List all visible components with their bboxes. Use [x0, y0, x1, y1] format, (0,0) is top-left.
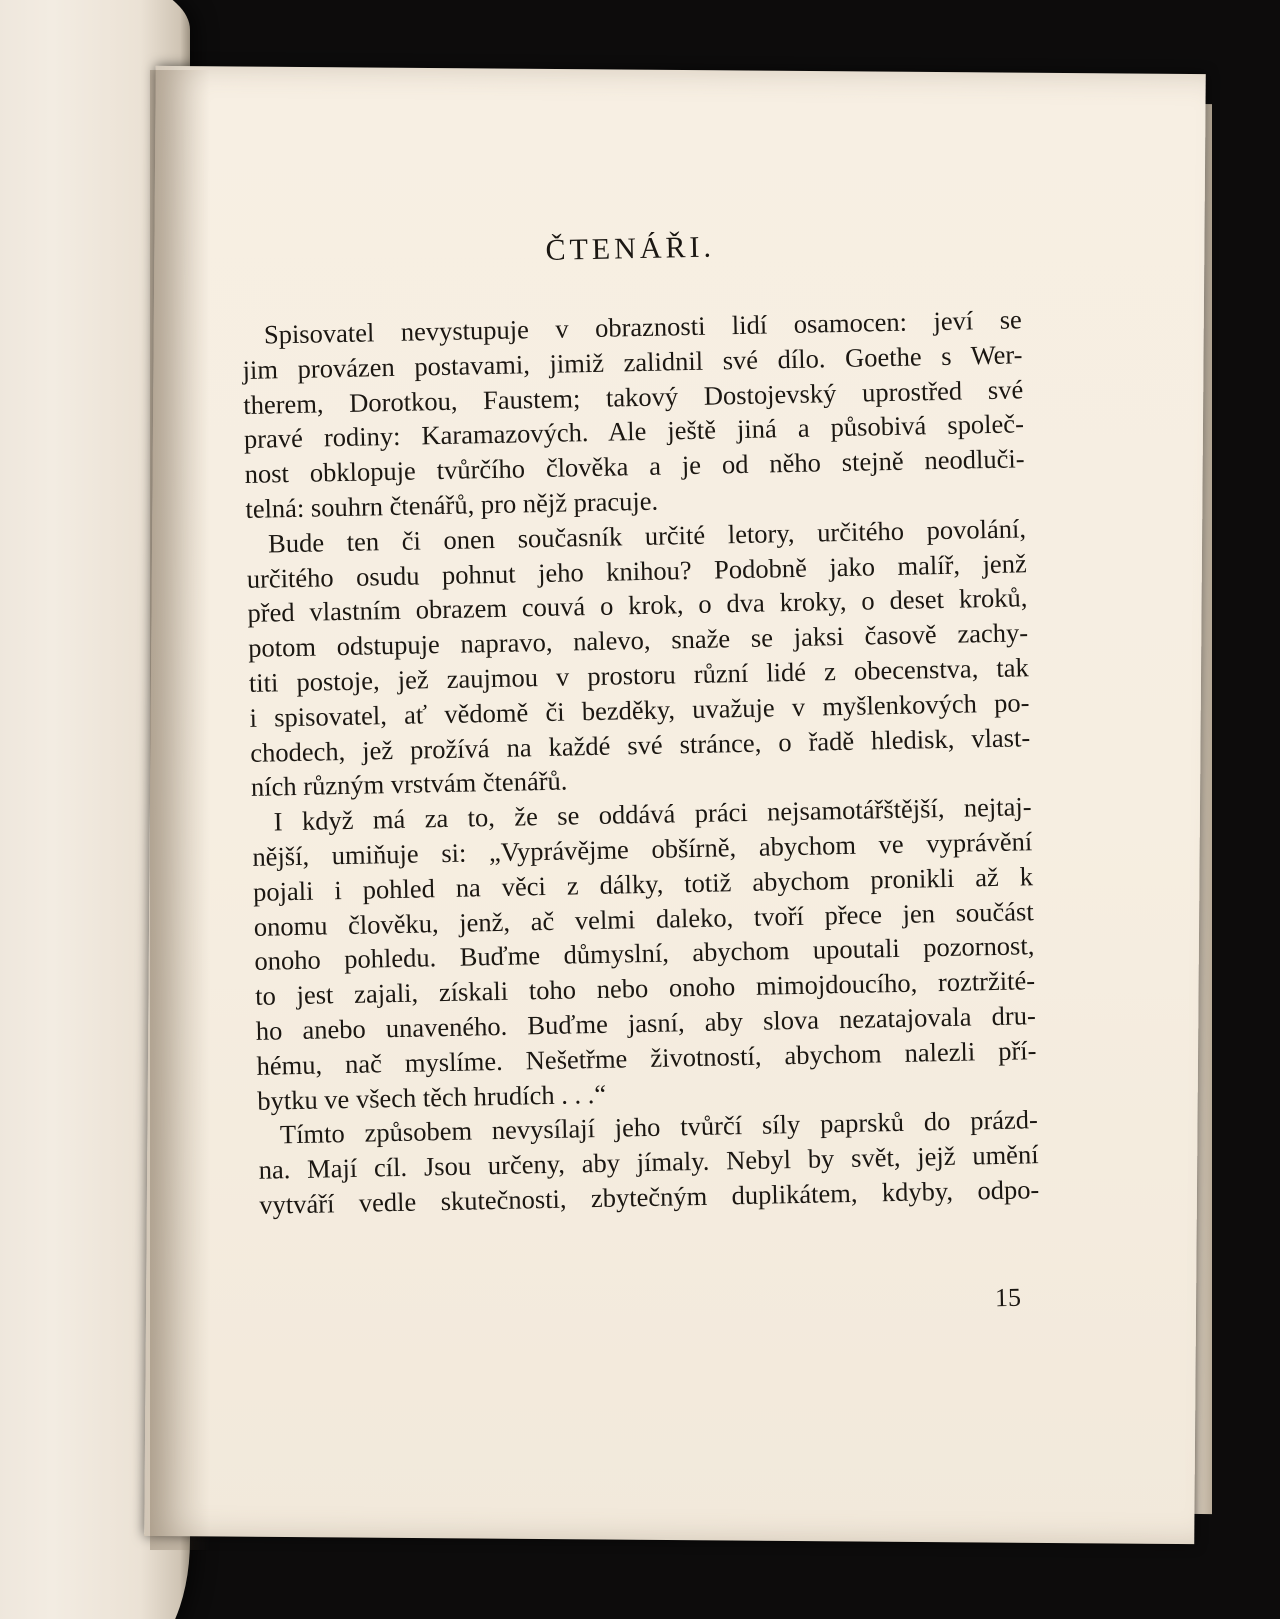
- text-line: telná: souhrn čtenářů, pro nějž pracuje.: [245, 485, 659, 524]
- text-line: pravé rodiny: Karamazových. Ale ještě jiná a působivá společ-: [243, 408, 1025, 455]
- text-line: potom odstupuje napravo, nalevo, snaže se jaksi časově zachy-: [247, 617, 1029, 664]
- text-line: hému, nač myslíme. Nešetřme životností, abychom nalezli pří-: [256, 1034, 1037, 1081]
- text-line: onoho pohledu. Buďme důmyslní, abychom upoutali pozornost,: [254, 930, 1035, 977]
- text-line: Spisovatel nevystupuje v obraznosti lidí osamocen: jeví se: [263, 304, 1023, 350]
- text-line: I když má za to, že se oddává práci nejsamotářštější, nejtaj-: [273, 791, 1032, 837]
- text-line: therem, Dorotkou, Faustem; takový Dostojevský uprostřed své: [243, 373, 1024, 420]
- text-line: určitého osudu pohnut jeho knihou? Podobně jako malíř, jenž: [246, 547, 1027, 594]
- text-line: nost obklopuje tvůrčího člověka a je od něho stejně neodluči-: [244, 443, 1025, 490]
- paragraph-1: [242, 302, 1026, 526]
- paragraph-2: [246, 511, 1031, 805]
- text-line: ho anebo unaveného. Buďme jasní, aby slova nezatajovala dru-: [255, 1000, 1037, 1046]
- page-text: [240, 224, 1040, 1222]
- text-line: to jest zajali, získali toho nebo onoho mimojdoucího, roztržité-: [254, 965, 1036, 1011]
- text-line: onomu člověku, jenž, ač velmi daleko, tvoří přece jen součást: [253, 895, 1034, 942]
- text-line: před vlastním obrazem couvá o krok, o dva kroky, o deset kroků,: [247, 582, 1028, 629]
- text-line: chodech, jež prožívá na každé své stránce, o řadě hledisk, vlast-: [249, 721, 1031, 768]
- text-line: pojali i pohled na věci z dálky, totiž abychom pronikli až k: [252, 860, 1034, 907]
- paragraph-4: [258, 1102, 1040, 1222]
- text-line: bytku ve všech těch hrudích . . .“: [256, 1078, 607, 1116]
- page-number: 15: [994, 1282, 1022, 1313]
- text-line: vytváří vedle skutečnosti, zbytečným duplikátem, kdyby, odpo-: [259, 1174, 1040, 1220]
- chapter-title: ČTENÁŘI.: [545, 230, 716, 267]
- text-line: titi postoje, jež zaujmou v prostoru různí lidé z obecenstva, tak: [248, 652, 1030, 698]
- text-line: i spisovatel, ať vědomě či bezděky, uvažuje v myšlenkových po-: [249, 687, 1030, 733]
- text-line: na. Mají cíl. Jsou určeny, aby jímaly. Nebyl by svět, jejž umění: [258, 1139, 1039, 1185]
- text-line: Bude ten či onen současník určité letory, určitého povolání,: [267, 513, 1027, 559]
- text-line: ních různým vrstvám čtenářů.: [250, 765, 568, 803]
- text-line: jim provázen postavami, jimiž zalidnil své dílo. Goethe s Wer-: [242, 339, 1023, 385]
- text-line: Tímto způsobem nevysílají jeho tvůrčí síly paprsků do prázd-: [279, 1104, 1039, 1150]
- paragraph-3: [251, 789, 1037, 1118]
- text-line: nější, umiňuje si: „Vyprávějme obšírně, abychom ve vyprávění: [252, 826, 1033, 872]
